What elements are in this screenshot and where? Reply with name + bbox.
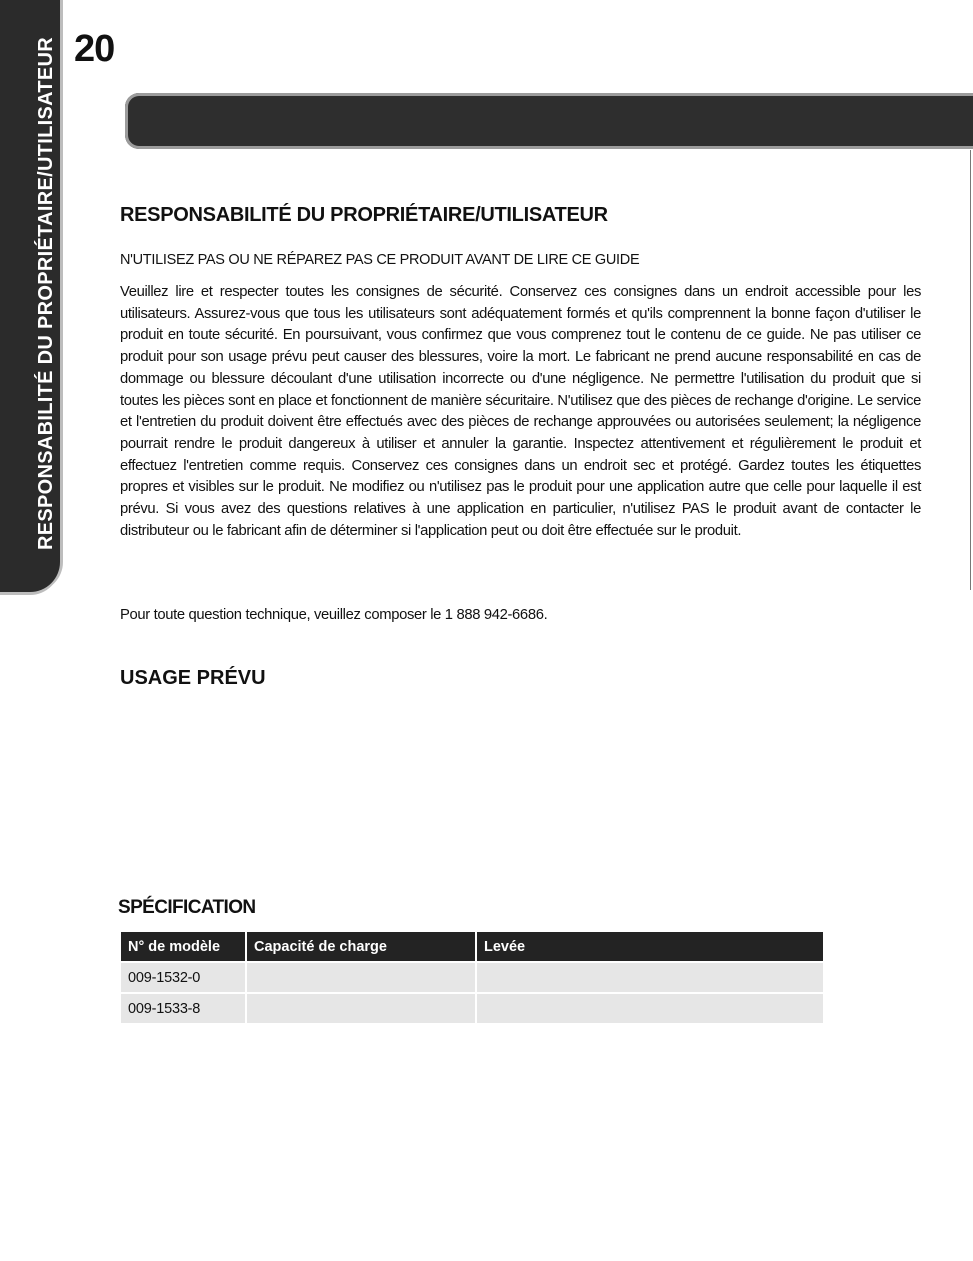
spec-table-header-row (121, 932, 823, 961)
section-title-usage: USAGE PRÉVU (120, 667, 266, 689)
table-row (121, 994, 823, 1023)
page-edge-line (970, 150, 971, 590)
spec-cell-model: 009-1532-0 (121, 963, 245, 992)
table-row (121, 963, 823, 992)
spec-cell-model: 009-1533-8 (121, 994, 245, 1023)
owner-body-paragraph: Veuillez lire et respecter toutes les consignes de sécurité. Conservez ces consignes dans un endroit accessible pour les utilisateurs. Assurez-vous que tous les utilisateurs sont adéquatement formés et qu'ils comprennent la bonne façon d'utiliser le produit en toute sécurité. En poursuivant, vous confirmez que vous comprenez tout le contenu de ce guide. Ne pas utiliser ce produit pour son usage prévu peut causer des blessures, voire la mort. Le fabricant ne prend aucune responsabilité en cas de dommage ou blessure découlant d'une utilisation incorrecte ou d'une négligence. Ne permettre l'utilisation du produit que si toutes les pièces sont en place et fonctionnent de manière sécuritaire. N'utilisez que des pièces de rechange d'origine. Le service et l'entretien du produit doivent être effectués avec des pièces de rechange approuvées ou autorisées seulement; la négligence pourrait rendre le produit dangereux à utiliser et annuler la garantie. Inspectez attentivement et régulièrement le produit et effectuez l'entretien comme requis. Conservez ces consignes dans un endroit sec et protégé. Gardez toutes les étiquettes propres et visibles sur le produit. Ne modifiez ou n'utilisez pas le produit pour une application autre que celle pour laquelle il est prévu. Si vous avez des questions relatives à une application en particulier, n'utilisez PAS le produit avant de contacter le distributeur ou le fabricant afin de déterminer si l'application peut ou doit être effectuée sur le produit. (120, 284, 921, 539)
spec-cell-capacity (247, 994, 475, 1023)
spec-header-lift: Levée (477, 932, 823, 961)
spec-table (119, 930, 825, 1025)
spec-header-capacity: Capacité de charge (247, 932, 475, 961)
tech-support-phone-line: Pour toute question technique, veuillez composer le 1 888 942-6686. (120, 607, 548, 623)
header-bar (125, 93, 973, 149)
section-title-spec: SPÉCIFICATION (118, 897, 256, 918)
spec-cell-lift (477, 994, 823, 1023)
side-tab-label: RESPONSABILITÉ DU PROPRIÉTAIRE/UTILISATEUR (34, 37, 57, 550)
side-tab (0, 0, 60, 592)
spec-cell-capacity (247, 963, 475, 992)
section-subtitle-owner: N'UTILISEZ PAS OU NE RÉPAREZ PAS CE PRODUIT AVANT DE LIRE CE GUIDE (120, 252, 640, 268)
page-number: 20 (74, 28, 115, 70)
spec-header-model: N° de modèle (121, 932, 245, 961)
spec-cell-lift (477, 963, 823, 992)
section-title-owner: RESPONSABILITÉ DU PROPRIÉTAIRE/UTILISATEUR (120, 204, 608, 226)
